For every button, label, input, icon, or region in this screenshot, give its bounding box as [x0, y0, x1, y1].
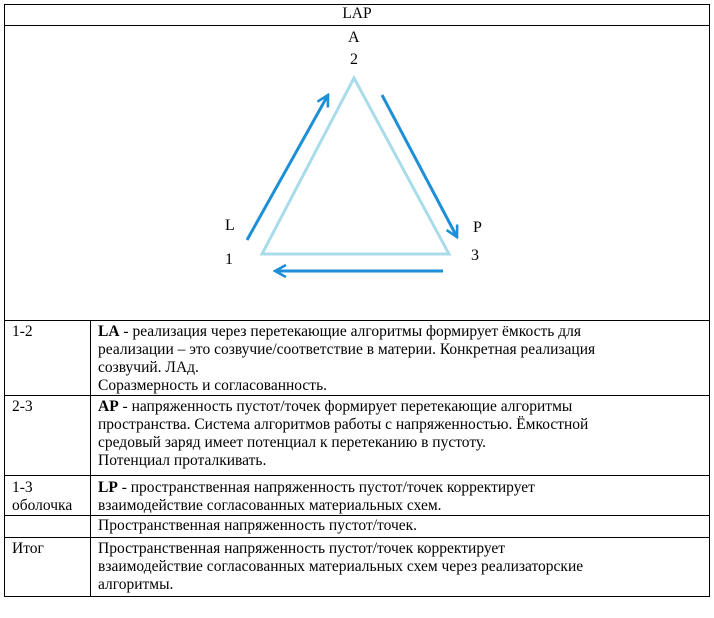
row-label-sub: оболочка [12, 497, 73, 514]
row-label: 1-2 [12, 323, 33, 340]
row-text-line: средовый заряд имеет потенциал к перетеканию в пустоту. [98, 434, 486, 451]
row-label: Итог [12, 540, 44, 557]
row-label-cell [5, 396, 91, 476]
row-text-line: взаимодействие согласованных материальных схем. [98, 497, 442, 514]
vertex-a-number: 2 [350, 51, 358, 68]
vertex-p-number: 3 [471, 247, 479, 264]
row-text-cell [91, 396, 710, 476]
row-text-line: созвучий. ЛАд. [98, 359, 199, 376]
lap-table [4, 4, 710, 597]
row-label-cell [5, 516, 91, 538]
row-prefix: AP [98, 398, 119, 415]
row-label-cell [5, 476, 91, 516]
row-prefix: LA [98, 323, 120, 340]
row-text-line [98, 479, 702, 497]
row-text-cell [91, 476, 710, 516]
row-text-cell [91, 538, 710, 597]
vertex-a-letter: A [348, 29, 360, 46]
row-text-first: - пространственная напряженность пустот/точек корректирует [117, 479, 535, 496]
row-text-first: - реализация через перетекающие алгоритмы формирует ёмкость для [119, 323, 581, 340]
row-text-line: взаимодействие согласованных материальных схем через реализаторские [98, 558, 584, 575]
header-row [5, 5, 710, 26]
row-text-line: Соразмерность и согласованность. [98, 377, 328, 394]
table-row [5, 396, 710, 476]
diagram-cell [5, 26, 710, 321]
table-row [5, 538, 710, 597]
row-label: 2-3 [12, 398, 33, 415]
arrow-1-to-2 [247, 95, 328, 240]
vertex-p-letter: P [473, 219, 482, 236]
row-text-line: алгоритмы. [98, 576, 174, 593]
table-row [5, 516, 710, 538]
lap-triangle-diagram [5, 26, 710, 320]
row-text-line: Потенциал проталкивать. [98, 452, 267, 469]
row-text-line: Пространственная напряженность пустот/точек. [98, 517, 418, 534]
row-prefix: LP [98, 479, 118, 496]
row-label: 1-3 [12, 479, 33, 496]
row-text-first: - напряженность пустот/точек формирует перетекающие алгоритмы [118, 398, 573, 415]
row-text-line: Пространственная напряженность пустот/точек корректирует [98, 540, 506, 557]
row-label-cell [5, 321, 91, 396]
row-text-line: реализации – это созвучие/соответствие в материи. Конкретная реализация [98, 341, 596, 358]
table-row [5, 476, 710, 516]
table-header: LAP [5, 5, 710, 26]
diagram-row [5, 26, 710, 321]
arrow-2-to-3 [382, 95, 457, 237]
vertex-l-letter: L [225, 217, 235, 234]
row-label-cell [5, 538, 91, 597]
row-text-line [98, 398, 702, 416]
row-text-cell [91, 516, 710, 538]
row-text-cell [91, 321, 710, 396]
table-row [5, 321, 710, 396]
row-text-line [98, 323, 702, 341]
row-text-line: пространства. Система алгоритмов работы с напряженностью. Ёмкостной [98, 416, 589, 433]
vertex-l-number: 1 [225, 251, 233, 268]
